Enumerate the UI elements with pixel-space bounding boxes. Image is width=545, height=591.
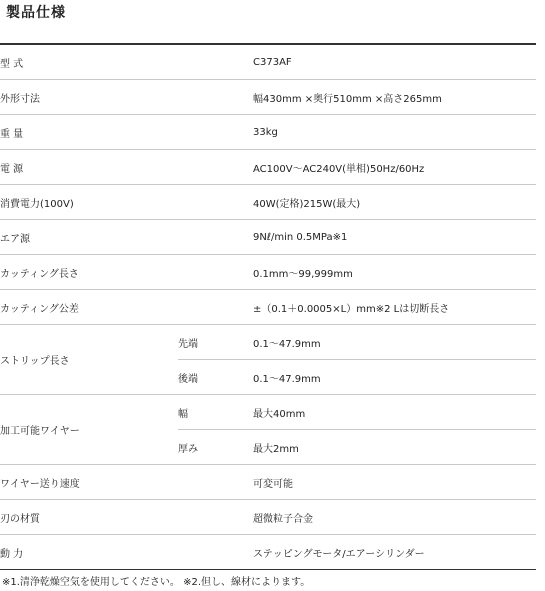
row-value: 可変可能 <box>253 465 536 500</box>
row-value: 0.1mm〜99,999mm <box>253 255 536 290</box>
table-row <box>0 325 536 360</box>
page-title: 製品仕様 <box>6 5 66 21</box>
wire-label: 加工可能ワイヤー <box>0 395 178 465</box>
table-row <box>0 44 536 80</box>
table-row <box>0 395 536 430</box>
row-label: 外形寸法 <box>0 80 253 115</box>
wire-sub-label: 厚み <box>178 430 253 465</box>
row-label: 動 力 <box>0 535 253 570</box>
wire-sub-label: 幅 <box>178 395 253 430</box>
table-row <box>0 290 536 325</box>
table-row <box>0 500 536 535</box>
row-label: 型 式 <box>0 44 253 80</box>
table-row <box>0 465 536 500</box>
row-value: 超微粒子合金 <box>253 500 536 535</box>
table-row <box>0 535 536 570</box>
strip-sub-label: 先端 <box>178 325 253 360</box>
row-label: 刃の材質 <box>0 500 253 535</box>
table-row <box>0 115 536 150</box>
row-label: ワイヤー送り速度 <box>0 465 253 500</box>
row-label: 消費電力(100V) <box>0 185 253 220</box>
row-value: 9Nℓ/min 0.5MPa※1 <box>253 220 536 255</box>
table-row <box>0 150 536 185</box>
table-row <box>0 80 536 115</box>
row-value: C373AF <box>253 44 536 80</box>
strip-length-label: ストリップ長さ <box>0 325 178 395</box>
table-row <box>0 185 536 220</box>
table-row <box>0 220 536 255</box>
strip-value: 0.1〜47.9mm <box>253 360 536 395</box>
wire-value: 最大40mm <box>253 395 536 430</box>
row-value: ステッピングモータ/エアーシリンダー <box>253 535 536 570</box>
row-value: 幅430mm ×奥行510mm ×高さ265mm <box>253 80 536 115</box>
row-value: ±（0.1＋0.0005×L）mm※2 Lは切断長さ <box>253 290 536 325</box>
table-row <box>0 255 536 290</box>
row-label: 重 量 <box>0 115 253 150</box>
row-value: 33kg <box>253 115 536 150</box>
wire-value: 最大2mm <box>253 430 536 465</box>
footnote: ※1.清浄乾燥空気を使用してください。 ※2.但し、線材によります。 <box>2 577 311 588</box>
row-label: エア源 <box>0 220 253 255</box>
strip-sub-label: 後端 <box>178 360 253 395</box>
strip-value: 0.1〜47.9mm <box>253 325 536 360</box>
row-label: カッティング公差 <box>0 290 253 325</box>
row-label: カッティング長さ <box>0 255 253 290</box>
row-value: AC100V〜AC240V(単相)50Hz/60Hz <box>253 150 536 185</box>
spec-table <box>0 43 536 570</box>
row-value: 40W(定格)215W(最大) <box>253 185 536 220</box>
row-label: 電 源 <box>0 150 253 185</box>
